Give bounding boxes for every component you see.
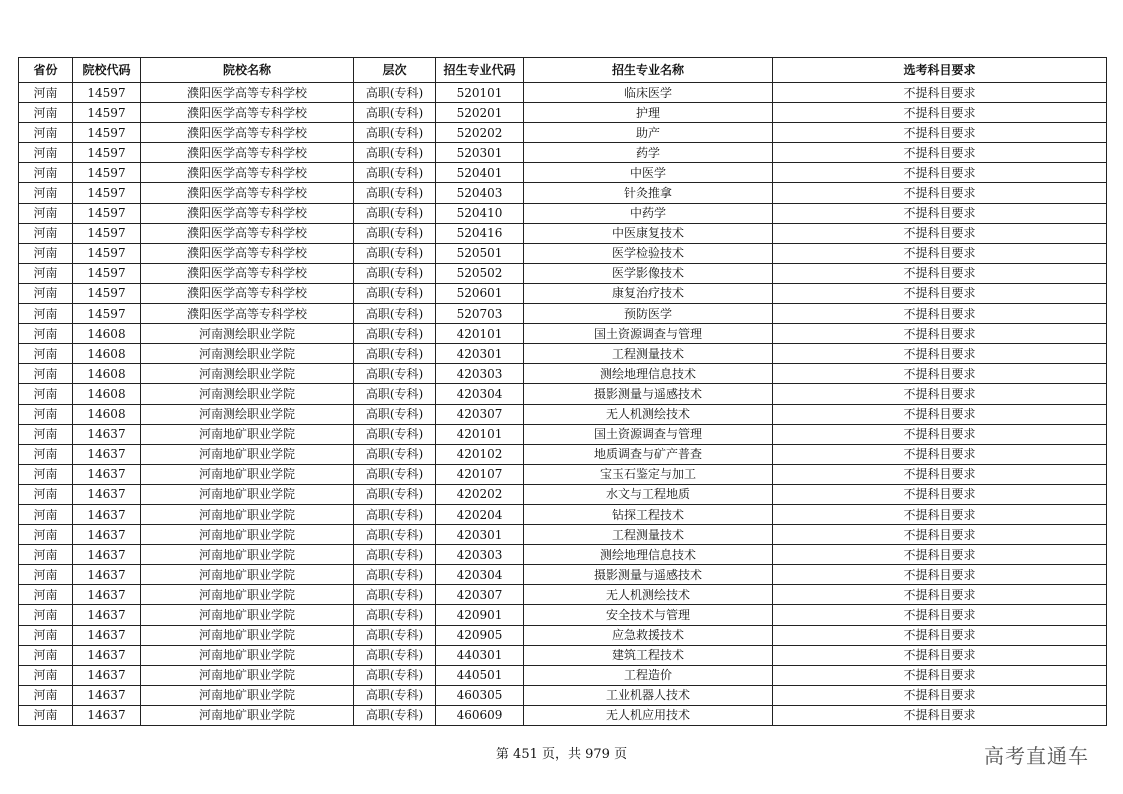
cell-major-code: 520301 (436, 143, 524, 163)
cell-major-code: 520403 (436, 183, 524, 203)
cell-level: 高职(专科) (354, 203, 436, 223)
cell-school-code: 14637 (73, 685, 141, 705)
cell-major-name: 安全技术与管理 (524, 605, 773, 625)
cell-major-code: 420304 (436, 384, 524, 404)
cell-major-name: 康复治疗技术 (524, 283, 773, 303)
table-row (19, 585, 1107, 605)
cell-province: 河南 (19, 324, 73, 344)
cell-province: 河南 (19, 103, 73, 123)
cell-major-code: 420301 (436, 344, 524, 364)
cell-major-name: 无人机测绘技术 (524, 585, 773, 605)
cell-subject-requirement: 不提科目要求 (773, 665, 1107, 685)
cell-province: 河南 (19, 203, 73, 223)
cell-major-name: 国土资源调查与管理 (524, 424, 773, 444)
cell-major-name: 地质调查与矿产普查 (524, 444, 773, 464)
cell-school-name: 河南地矿职业学院 (141, 685, 354, 705)
cell-school-name: 河南测绘职业学院 (141, 384, 354, 404)
col-header-school-name: 院校名称 (141, 58, 354, 83)
cell-subject-requirement: 不提科目要求 (773, 344, 1107, 364)
table-row (19, 324, 1107, 344)
cell-subject-requirement: 不提科目要求 (773, 83, 1107, 103)
cell-level: 高职(专科) (354, 705, 436, 725)
cell-major-code: 420307 (436, 585, 524, 605)
cell-province: 河南 (19, 183, 73, 203)
cell-level: 高职(专科) (354, 223, 436, 243)
cell-province: 河南 (19, 464, 73, 484)
cell-school-name: 濮阳医学高等专科学校 (141, 83, 354, 103)
table-row (19, 665, 1107, 685)
cell-level: 高职(专科) (354, 625, 436, 645)
cell-school-name: 河南地矿职业学院 (141, 605, 354, 625)
table-row (19, 203, 1107, 223)
cell-province: 河南 (19, 123, 73, 143)
col-header-province: 省份 (19, 58, 73, 83)
cell-school-code: 14637 (73, 645, 141, 665)
cell-major-name: 宝玉石鉴定与加工 (524, 464, 773, 484)
col-header-major-code: 招生专业代码 (436, 58, 524, 83)
cell-school-code: 14597 (73, 203, 141, 223)
cell-subject-requirement: 不提科目要求 (773, 705, 1107, 725)
table-row (19, 484, 1107, 504)
table-row (19, 685, 1107, 705)
table-row (19, 605, 1107, 625)
cell-level: 高职(专科) (354, 263, 436, 283)
cell-province: 河南 (19, 565, 73, 585)
cell-school-name: 濮阳医学高等专科学校 (141, 283, 354, 303)
cell-school-code: 14637 (73, 665, 141, 685)
cell-school-code: 14597 (73, 163, 141, 183)
cell-subject-requirement: 不提科目要求 (773, 103, 1107, 123)
cell-school-code: 14597 (73, 243, 141, 263)
cell-major-code: 520501 (436, 243, 524, 263)
cell-province: 河南 (19, 605, 73, 625)
cell-province: 河南 (19, 585, 73, 605)
cell-level: 高职(专科) (354, 504, 436, 524)
cell-province: 河南 (19, 364, 73, 384)
cell-subject-requirement: 不提科目要求 (773, 605, 1107, 625)
cell-subject-requirement: 不提科目要求 (773, 585, 1107, 605)
cell-level: 高职(专科) (354, 645, 436, 665)
cell-school-name: 河南地矿职业学院 (141, 625, 354, 645)
cell-school-name: 河南地矿职业学院 (141, 545, 354, 565)
table-row (19, 143, 1107, 163)
col-header-major-name: 招生专业名称 (524, 58, 773, 83)
cell-province: 河南 (19, 143, 73, 163)
cell-school-code: 14637 (73, 444, 141, 464)
cell-school-name: 河南地矿职业学院 (141, 705, 354, 725)
table-row (19, 364, 1107, 384)
table-row (19, 103, 1107, 123)
cell-major-name: 护理 (524, 103, 773, 123)
cell-major-name: 工程测量技术 (524, 344, 773, 364)
cell-school-name: 濮阳医学高等专科学校 (141, 243, 354, 263)
table-row (19, 223, 1107, 243)
table-row (19, 263, 1107, 283)
cell-school-name: 濮阳医学高等专科学校 (141, 223, 354, 243)
cell-major-name: 助产 (524, 123, 773, 143)
cell-subject-requirement: 不提科目要求 (773, 123, 1107, 143)
cell-level: 高职(专科) (354, 585, 436, 605)
page-number: 第 451 页，共 979 页 (495, 747, 628, 762)
cell-subject-requirement: 不提科目要求 (773, 243, 1107, 263)
cell-major-name: 应急救援技术 (524, 625, 773, 645)
cell-major-code: 440501 (436, 665, 524, 685)
cell-province: 河南 (19, 304, 73, 324)
cell-major-name: 无人机测绘技术 (524, 404, 773, 424)
cell-province: 河南 (19, 625, 73, 645)
cell-level: 高职(专科) (354, 565, 436, 585)
cell-school-code: 14608 (73, 344, 141, 364)
cell-major-code: 420901 (436, 605, 524, 625)
cell-major-name: 摄影测量与遥感技术 (524, 384, 773, 404)
cell-school-name: 河南测绘职业学院 (141, 344, 354, 364)
cell-school-name: 河南测绘职业学院 (141, 364, 354, 384)
cell-school-code: 14637 (73, 484, 141, 504)
cell-school-name: 河南地矿职业学院 (141, 464, 354, 484)
cell-school-name: 濮阳医学高等专科学校 (141, 183, 354, 203)
cell-major-name: 药学 (524, 143, 773, 163)
cell-province: 河南 (19, 685, 73, 705)
cell-level: 高职(专科) (354, 545, 436, 565)
cell-school-name: 河南地矿职业学院 (141, 424, 354, 444)
cell-level: 高职(专科) (354, 324, 436, 344)
table-row (19, 705, 1107, 725)
cell-subject-requirement: 不提科目要求 (773, 565, 1107, 585)
cell-school-code: 14597 (73, 83, 141, 103)
cell-subject-requirement: 不提科目要求 (773, 424, 1107, 444)
cell-province: 河南 (19, 645, 73, 665)
cell-school-code: 14637 (73, 464, 141, 484)
cell-major-code: 420101 (436, 424, 524, 444)
cell-level: 高职(专科) (354, 83, 436, 103)
cell-major-code: 460305 (436, 685, 524, 705)
cell-major-name: 预防医学 (524, 304, 773, 324)
cell-province: 河南 (19, 525, 73, 545)
cell-major-name: 测绘地理信息技术 (524, 545, 773, 565)
cell-school-code: 14637 (73, 525, 141, 545)
cell-level: 高职(专科) (354, 163, 436, 183)
cell-major-code: 420102 (436, 444, 524, 464)
cell-subject-requirement: 不提科目要求 (773, 324, 1107, 344)
cell-level: 高职(专科) (354, 665, 436, 685)
cell-school-code: 14597 (73, 304, 141, 324)
cell-province: 河南 (19, 424, 73, 444)
cell-province: 河南 (19, 705, 73, 725)
cell-school-name: 濮阳医学高等专科学校 (141, 203, 354, 223)
cell-level: 高职(专科) (354, 484, 436, 504)
cell-major-code: 520416 (436, 223, 524, 243)
cell-subject-requirement: 不提科目要求 (773, 484, 1107, 504)
cell-school-name: 濮阳医学高等专科学校 (141, 143, 354, 163)
table-header-row (19, 58, 1107, 83)
cell-province: 河南 (19, 283, 73, 303)
cell-level: 高职(专科) (354, 384, 436, 404)
cell-subject-requirement: 不提科目要求 (773, 404, 1107, 424)
cell-school-name: 濮阳医学高等专科学校 (141, 123, 354, 143)
table-row (19, 243, 1107, 263)
cell-province: 河南 (19, 163, 73, 183)
cell-subject-requirement: 不提科目要求 (773, 685, 1107, 705)
table-row (19, 645, 1107, 665)
table-body (19, 83, 1107, 726)
cell-major-name: 医学检验技术 (524, 243, 773, 263)
cell-level: 高职(专科) (354, 364, 436, 384)
cell-subject-requirement: 不提科目要求 (773, 203, 1107, 223)
cell-school-code: 14597 (73, 143, 141, 163)
table-row (19, 344, 1107, 364)
table-row (19, 424, 1107, 444)
cell-subject-requirement: 不提科目要求 (773, 545, 1107, 565)
cell-level: 高职(专科) (354, 143, 436, 163)
cell-school-code: 14597 (73, 283, 141, 303)
col-header-level: 层次 (354, 58, 436, 83)
cell-subject-requirement: 不提科目要求 (773, 504, 1107, 524)
cell-school-code: 14608 (73, 364, 141, 384)
cell-school-code: 14597 (73, 123, 141, 143)
cell-province: 河南 (19, 83, 73, 103)
cell-major-name: 建筑工程技术 (524, 645, 773, 665)
cell-school-name: 河南测绘职业学院 (141, 324, 354, 344)
cell-school-code: 14637 (73, 705, 141, 725)
cell-major-code: 520703 (436, 304, 524, 324)
cell-major-code: 420204 (436, 504, 524, 524)
cell-major-code: 420303 (436, 364, 524, 384)
cell-level: 高职(专科) (354, 243, 436, 263)
cell-major-name: 工业机器人技术 (524, 685, 773, 705)
cell-school-name: 濮阳医学高等专科学校 (141, 304, 354, 324)
cell-subject-requirement: 不提科目要求 (773, 464, 1107, 484)
cell-school-name: 河南测绘职业学院 (141, 404, 354, 424)
cell-level: 高职(专科) (354, 123, 436, 143)
cell-major-code: 520410 (436, 203, 524, 223)
cell-province: 河南 (19, 243, 73, 263)
cell-subject-requirement: 不提科目要求 (773, 183, 1107, 203)
cell-subject-requirement: 不提科目要求 (773, 223, 1107, 243)
cell-school-name: 河南地矿职业学院 (141, 504, 354, 524)
table-row (19, 565, 1107, 585)
table-row (19, 123, 1107, 143)
cell-province: 河南 (19, 344, 73, 364)
table-row (19, 525, 1107, 545)
cell-major-name: 临床医学 (524, 83, 773, 103)
cell-subject-requirement: 不提科目要求 (773, 645, 1107, 665)
cell-subject-requirement: 不提科目要求 (773, 143, 1107, 163)
cell-province: 河南 (19, 545, 73, 565)
table-row (19, 384, 1107, 404)
cell-major-code: 420304 (436, 565, 524, 585)
col-header-school-code: 院校代码 (73, 58, 141, 83)
cell-province: 河南 (19, 223, 73, 243)
cell-school-name: 河南地矿职业学院 (141, 484, 354, 504)
cell-school-code: 14637 (73, 545, 141, 565)
cell-school-name: 河南地矿职业学院 (141, 665, 354, 685)
cell-major-code: 420202 (436, 484, 524, 504)
cell-province: 河南 (19, 263, 73, 283)
cell-level: 高职(专科) (354, 103, 436, 123)
cell-level: 高职(专科) (354, 344, 436, 364)
cell-province: 河南 (19, 404, 73, 424)
cell-major-code: 520601 (436, 283, 524, 303)
cell-level: 高职(专科) (354, 525, 436, 545)
cell-school-code: 14637 (73, 565, 141, 585)
watermark-logo: 高考直通车 (984, 744, 1089, 768)
cell-subject-requirement: 不提科目要求 (773, 304, 1107, 324)
cell-province: 河南 (19, 665, 73, 685)
cell-school-name: 河南地矿职业学院 (141, 565, 354, 585)
cell-subject-requirement: 不提科目要求 (773, 525, 1107, 545)
cell-school-code: 14608 (73, 404, 141, 424)
cell-level: 高职(专科) (354, 304, 436, 324)
cell-level: 高职(专科) (354, 464, 436, 484)
table-row (19, 625, 1107, 645)
cell-school-code: 14637 (73, 424, 141, 444)
admission-table (18, 57, 1107, 726)
cell-major-name: 无人机应用技术 (524, 705, 773, 725)
cell-major-code: 420905 (436, 625, 524, 645)
cell-major-name: 工程造价 (524, 665, 773, 685)
cell-major-name: 工程测量技术 (524, 525, 773, 545)
cell-major-name: 测绘地理信息技术 (524, 364, 773, 384)
cell-province: 河南 (19, 484, 73, 504)
cell-major-name: 中药学 (524, 203, 773, 223)
cell-school-name: 河南地矿职业学院 (141, 645, 354, 665)
col-header-subject-requirement: 选考科目要求 (773, 58, 1107, 83)
table-row (19, 283, 1107, 303)
cell-level: 高职(专科) (354, 444, 436, 464)
cell-subject-requirement: 不提科目要求 (773, 263, 1107, 283)
cell-level: 高职(专科) (354, 183, 436, 203)
cell-subject-requirement: 不提科目要求 (773, 625, 1107, 645)
cell-school-code: 14637 (73, 625, 141, 645)
cell-major-code: 520201 (436, 103, 524, 123)
cell-major-code: 420107 (436, 464, 524, 484)
cell-school-code: 14637 (73, 585, 141, 605)
table-row (19, 504, 1107, 524)
table-row (19, 304, 1107, 324)
cell-level: 高职(专科) (354, 424, 436, 444)
cell-major-code: 420307 (436, 404, 524, 424)
cell-level: 高职(专科) (354, 404, 436, 424)
cell-major-code: 420301 (436, 525, 524, 545)
cell-school-code: 14597 (73, 223, 141, 243)
cell-major-code: 420303 (436, 545, 524, 565)
cell-major-name: 国土资源调查与管理 (524, 324, 773, 344)
cell-province: 河南 (19, 504, 73, 524)
table-row (19, 183, 1107, 203)
cell-school-code: 14637 (73, 504, 141, 524)
cell-major-name: 钻探工程技术 (524, 504, 773, 524)
cell-school-code: 14608 (73, 384, 141, 404)
cell-major-name: 中医康复技术 (524, 223, 773, 243)
cell-major-name: 中医学 (524, 163, 773, 183)
table-row (19, 464, 1107, 484)
cell-school-code: 14637 (73, 605, 141, 625)
cell-major-code: 440301 (436, 645, 524, 665)
cell-subject-requirement: 不提科目要求 (773, 364, 1107, 384)
cell-province: 河南 (19, 444, 73, 464)
cell-major-code: 460609 (436, 705, 524, 725)
cell-major-code: 520202 (436, 123, 524, 143)
cell-school-code: 14597 (73, 263, 141, 283)
cell-subject-requirement: 不提科目要求 (773, 444, 1107, 464)
cell-major-code: 520401 (436, 163, 524, 183)
cell-subject-requirement: 不提科目要求 (773, 283, 1107, 303)
cell-major-name: 水文与工程地质 (524, 484, 773, 504)
cell-school-name: 河南地矿职业学院 (141, 525, 354, 545)
cell-major-name: 摄影测量与遥感技术 (524, 565, 773, 585)
cell-major-code: 520502 (436, 263, 524, 283)
table-row (19, 404, 1107, 424)
cell-major-name: 针灸推拿 (524, 183, 773, 203)
cell-school-code: 14608 (73, 324, 141, 344)
cell-level: 高职(专科) (354, 283, 436, 303)
cell-province: 河南 (19, 384, 73, 404)
cell-school-name: 河南地矿职业学院 (141, 444, 354, 464)
cell-level: 高职(专科) (354, 605, 436, 625)
cell-school-code: 14597 (73, 183, 141, 203)
cell-school-name: 濮阳医学高等专科学校 (141, 263, 354, 283)
table-row (19, 545, 1107, 565)
cell-major-name: 医学影像技术 (524, 263, 773, 283)
cell-school-code: 14597 (73, 103, 141, 123)
cell-major-code: 520101 (436, 83, 524, 103)
cell-subject-requirement: 不提科目要求 (773, 384, 1107, 404)
cell-school-name: 濮阳医学高等专科学校 (141, 163, 354, 183)
cell-school-name: 濮阳医学高等专科学校 (141, 103, 354, 123)
cell-subject-requirement: 不提科目要求 (773, 163, 1107, 183)
table-row (19, 163, 1107, 183)
cell-major-code: 420101 (436, 324, 524, 344)
table-row (19, 444, 1107, 464)
cell-level: 高职(专科) (354, 685, 436, 705)
cell-school-name: 河南地矿职业学院 (141, 585, 354, 605)
table-row (19, 83, 1107, 103)
